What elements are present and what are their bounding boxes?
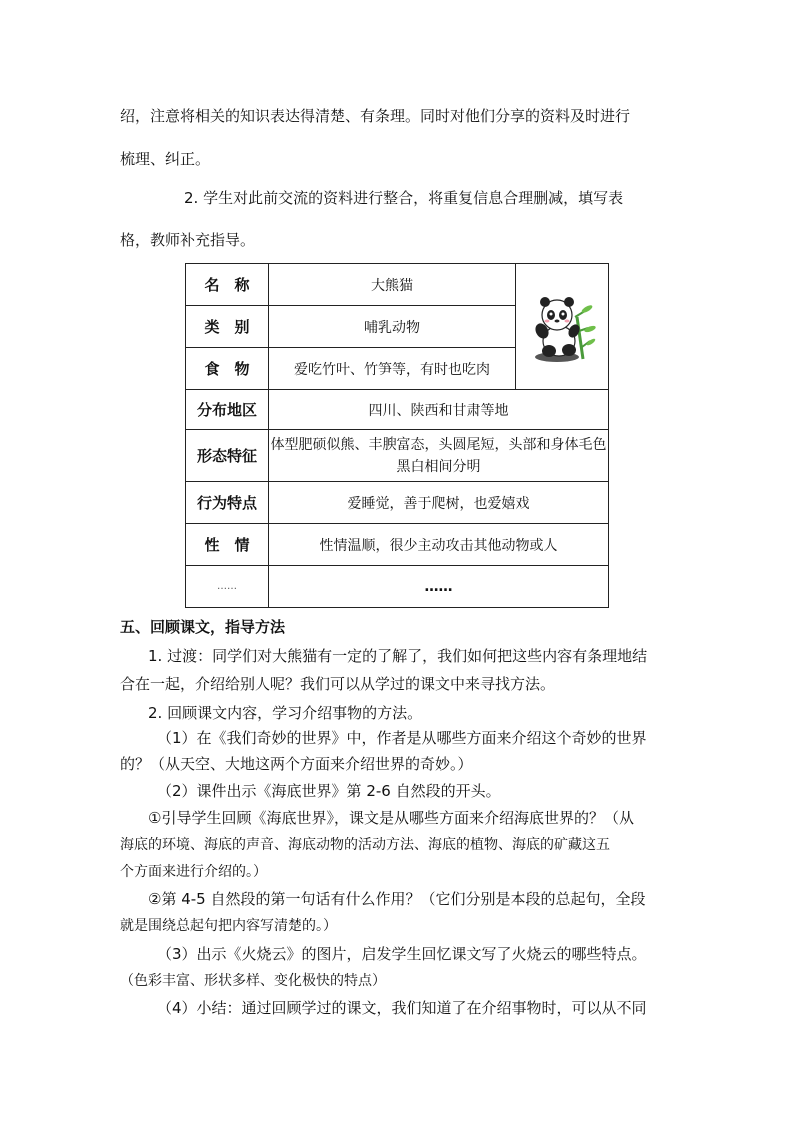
panda-info-table <box>185 263 609 608</box>
paragraph-line: （3）出示《火烧云》的图片，启发学生回忆课文写了火烧云的哪些特点。 <box>157 945 647 963</box>
paragraph-line: ①引导学生回顾《海底世界》，课文是从哪些方面来介绍海底世界的？（从 <box>148 809 634 827</box>
row-label: 分布地区 <box>186 390 269 430</box>
paragraph-line: 梳理、纠正。 <box>120 150 211 168</box>
paragraph-line: 就是围绕总起句把内容写清楚的。） <box>120 918 337 934</box>
row-value: 四川、陕西和甘肃等地 <box>269 390 609 430</box>
panda-icon <box>527 287 597 363</box>
panda-image-cell <box>516 264 609 390</box>
row-label: 形态特征 <box>186 430 269 482</box>
row-value: 哺乳动物 <box>269 306 516 348</box>
row-value: …… <box>269 566 609 608</box>
row-label: 行为特点 <box>186 482 269 524</box>
paragraph-line: ②第 4-5 自然段的第一句话有什么作用？（它们分别是本段的总起句，全段 <box>148 890 646 908</box>
row-value: 性情温顺，很少主动攻击其他动物或人 <box>269 524 609 566</box>
paragraph-line: 格，教师补充指导。 <box>120 231 256 249</box>
paragraph-line: 1. 过渡：同学们对大熊猫有一定的了解了，我们如何把这些内容有条理地结 <box>148 647 648 665</box>
paragraph-line: 2. 回顾课文内容，学习介绍事物的方法。 <box>148 704 423 722</box>
row-value: 体型肥硕似熊、丰腴富态，头圆尾短，头部和身体毛色黑白相间分明 <box>269 430 609 482</box>
paragraph-line: 2. 学生对此前交流的资料进行整合，将重复信息合理删减，填写表 <box>184 189 624 207</box>
paragraph-line: 个方面来进行介绍的。） <box>120 864 267 880</box>
row-label: 食 物 <box>186 348 269 390</box>
row-label: 名 称 <box>186 264 269 306</box>
paragraph-line: （4）小结：通过回顾学过的课文，我们知道了在介绍事物时，可以从不同 <box>157 999 647 1017</box>
row-label: …… <box>186 566 269 608</box>
row-value: 爱吃竹叶、竹笋等，有时也吃肉 <box>269 348 516 390</box>
row-label: 类 别 <box>186 306 269 348</box>
paragraph-line: 绍，注意将相关的知识表达得清楚、有条理。同时对他们分享的资料及时进行 <box>120 107 631 125</box>
paragraph-line: 的？（从天空、大地这两个方面来介绍世界的奇妙。） <box>120 755 473 773</box>
paragraph-line: （2）课件出示《海底世界》第 2-6 自然段的开头。 <box>157 782 501 800</box>
paragraph-line: （色彩丰富、形状多样、变化极快的特点） <box>120 973 386 989</box>
row-label: 性 情 <box>186 524 269 566</box>
paragraph-line: （1）在《我们奇妙的世界》中，作者是从哪些方面来介绍这个奇妙的世界 <box>157 729 647 747</box>
paragraph-line: 海底的环境、海底的声音、海底动物的活动方法、海底的植物、海底的矿藏这五 <box>120 837 610 853</box>
row-value: 大熊猫 <box>269 264 516 306</box>
section-heading: 五、回顾课文，指导方法 <box>120 618 286 636</box>
paragraph-line: 合在一起，介绍给别人呢？我们可以从学过的课文中来寻找方法。 <box>120 675 556 693</box>
row-value: 爱睡觉，善于爬树，也爱嬉戏 <box>269 482 609 524</box>
